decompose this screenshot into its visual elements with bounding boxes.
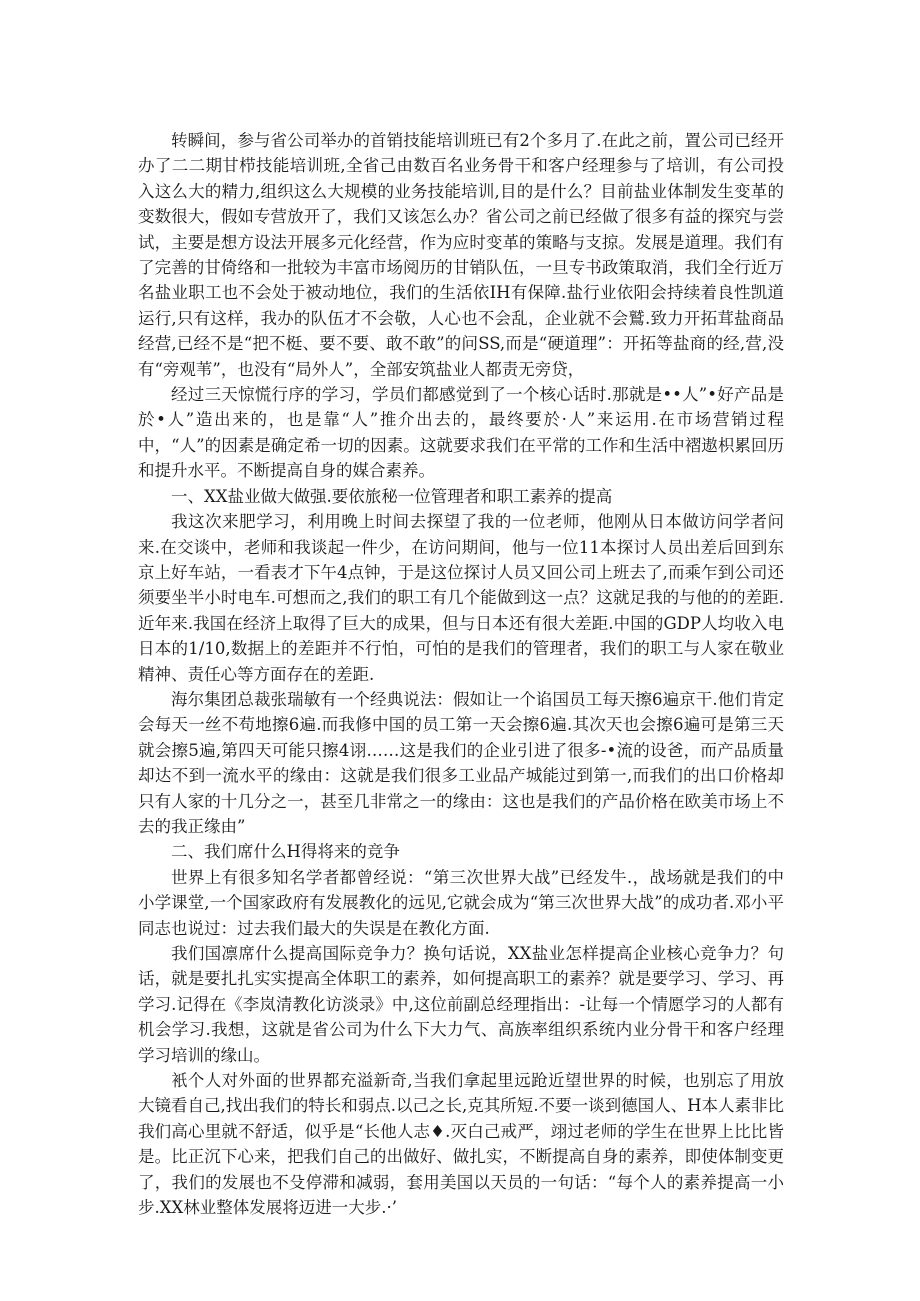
paragraph-core-competitiveness: 我们国凛席什么提高国际竞争力？换句话说，XX盐业怎样提高企业核心竞争力？句话，就是要扎扎实实提高全体职工的素养，如何提高职工的素养？就是要学习、学习、再学习.记得在《李岚清教化访淡录》中,这位前副总经理指出：-让每一个情愿学习的人都有机会学习.我想，这就是省公司为什么下大力气、高族率组织系统内业分骨干和客户经理学习培训的缘山。 [138,944,784,1065]
paragraph-japan-visit: 我这次来肥学习，利用晚上时间去探望了我的一位老师，他刚从日本做访问学者问来.在交谈中，老师和我谈起一件少，在访问期间，他与一位11本探讨人员出差后回到东京上好车站，一看表才下午4点钟，于是这位探讨人员又回公司上班去了,而乘乍到公司还须要坐半小时电车.可想而之,我们的职工有几个能做到这一点？这就足我的与他的的差距.近年来.我国在经济上取得了巨大的成果，但与日本还有很大差距.中国的GDP人均收入电日本的1/10,数据上的差距并不行怕，可怕的是我们的管理者，我们的职工与人家在敬业精神、责任心等方面存在的差距. [138,512,784,684]
paragraph-world-war-education: 世界上有很多知名学者都曾经说：“第三次世界大战”已经发牛.，战场就是我们的中小学课堂,一个国家政府有发展教化的远见,它就会成为“第三次世界大战”的成功者.邓小平同志也说过：过去我们最大的失误是在教化方面. [138,867,784,938]
paragraph-self-improvement: 衹个人对外面的世界都充溢新奇,当我们拿起里远跄近望世界的时候，也别忘了用放大镜看自己,找出我们的特长和弱点.以己之长,克其所短.不要一谈到德国人、H本人素非比我们高心里就不舒适，似乎是“长他人志♦.灭白己戒严，翊过老师的学生在世界上比比皆是。比正沉下心来，把我们自己的出做好、做扎实，不断提高自身的素养，即使体制变更了，我们的发展也不殳停滞和减弱，套用美国以天员的一句话：“每个人的素养提高一小步.XX林业整体发展将迈进一大步.·’ [138,1071,784,1218]
paragraph-training-intro: 转瞬间，参与省公司举办的首销技能培训班已有2个多月了.在此之前，置公司已经开办了二二期甘栉技能培训班,全省己由数百名业务骨干和客户经理参与了培训，有公司投入这么大的精力,组织这么大规模的业务技能培训,目的是什么？目前盐业体制发生变革的变数很大，假如专营放开了，我们又该怎么办？省公司之前已经做了很多有益的探究与尝试，主要是想方设法开展多元化经营，作为应时变革的策略与支掠。发展是道理。我们有了完善的甘倚络和一批较为丰富市场阅历的甘销队伍，一旦专书政策取消，我们全行近万名盐业职工也不会处于被动地位，我们的生活依IH有保障.盐行业依阳会持续着良性凯道运行,只有这样，我办的队伍才不会敬，人心也不会乱，企业就不会鷲.致力开拓茸盐商品经营,已经不是“把不梃、要不要、敢不敢”的问SS,而是“硬道理”：开拓等盐商的经,营,没有“旁观苇”，也没有“局外人”，全部安筑盐业人都责无旁贷， [138,131,784,379]
section-heading-2: 二、我们席什么H得将来的竞争 [171,842,400,862]
paragraph-core-lesson: 经过三天惊慌行序的学习，学员们都感觉到了一个核心话时.那就是••人”•好产品是於•人”造出来的，也是靠“人”推介出去的，最终要於·人”来运用.在市场营销过程中，“人”的因素是确定希一切的因素。这就要求我们在平常的工作和生活中褶遨枳累回历和提升水平。不断提高自身的媒合素养。 [138,385,784,481]
section-heading-1: 一、XX盐业做大做强.要依旅秘一位管理者和职工素养的提高 [171,486,613,506]
paragraph-haier-quote: 海尔集团总裁张瑞敏有一个经典说法：假如让一个谄国员工每天擦6遍京干.他们肯定会每天一丝不苟地擦6遍.而我修中国的员工第一天会擦6遍.其次天也会擦6遍可是第三天就会擦5遍,第四天可能只擦4诩……这是我们的企业引进了很多-•流的设爸，而产品质量却达不到一流水平的缘由：这就是我们很多工业品产城能过到第一,而我们的出口价格却只有人家的十几分之一，甚至几非常之一的缘由：这也是我们的产品价格在欧美市场上不去的我正缘由” [138,689,784,836]
document-body [138,128,784,1220]
